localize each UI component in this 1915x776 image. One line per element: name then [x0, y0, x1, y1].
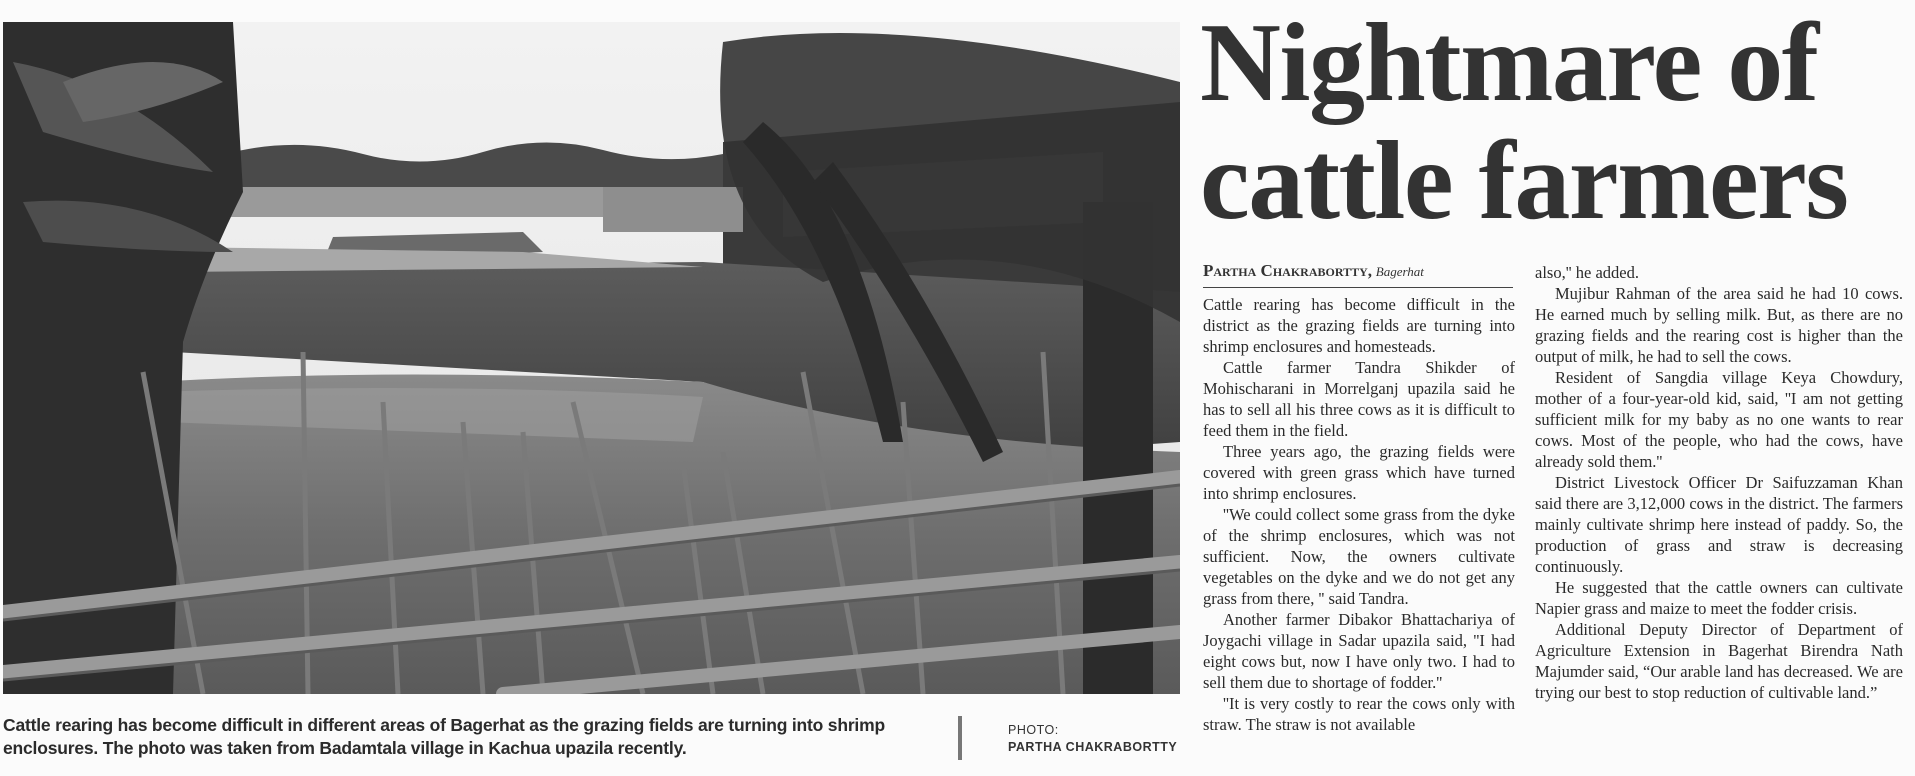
paragraph: Cattle rearing has become difficult in the district as the grazing fields are turning into shrimp enclosures and homesteads.	[1203, 295, 1515, 356]
byline-location: Bagerhat	[1375, 264, 1424, 279]
article-column-1	[1203, 294, 1515, 735]
byline-divider	[1203, 287, 1513, 288]
paragraph: Resident of Sangdia village Keya Chowdury, mother of a four-year-old kid, said, ''I am not getting sufficient milk for my baby as no one wants to rear cows. Most of the people, who had the cows, have already sold them.''	[1535, 368, 1903, 471]
news-photo	[3, 22, 1180, 694]
paragraph: ''We could collect some grass from the dyke of the shrimp enclosures, which was not sufficient. Now, the owners cultivate vegetables on the dyke and we do not get any grass from there, '' said Tandra.	[1203, 505, 1515, 608]
landscape-photo-icon	[3, 22, 1180, 694]
paragraph: also,'' he added.	[1535, 263, 1639, 282]
paragraph: Three years ago, the grazing fields were covered with green grass which have turned into shrimp enclosures.	[1203, 442, 1515, 503]
byline-author: Partha Chakrabortty,	[1203, 261, 1372, 280]
paragraph: Mujibur Rahman of the area said he had 10 cows. He earned much by selling milk. But, as there are no grazing fields and the rearing cost is higher than the output of milk, he had to sell the cows.	[1535, 284, 1903, 366]
photo-credit-name: PARTHA CHAKRABORTTY	[1008, 740, 1178, 754]
paragraph: Cattle farmer Tandra Shikder of Mohischarani in Morrelganj upazila said he has to sell all his three cows as it is difficult to feed them in the field.	[1203, 358, 1515, 440]
headline-line-2: cattle farmers	[1200, 119, 1848, 243]
photo-credit-label: PHOTO:	[1008, 723, 1059, 737]
paragraph: ''It is very costly to rear the cows only with straw. The straw is not available	[1203, 694, 1515, 734]
paragraph: Another farmer Dibakor Bhattachariya of Joygachi village in Sadar upazila said, ''I had eight cows but, now I have only two. I had to sell them due to shortage of fodder.''	[1203, 610, 1515, 692]
photo-credit	[1008, 722, 1177, 756]
photo-caption: Cattle rearing has become difficult in different areas of Bagerhat as the grazing fields are turning into shrimp enclosures. The photo was taken from Badamtala village in Kachua upazila recently.	[3, 715, 885, 758]
article-headline	[1200, 1, 1915, 243]
paragraph: Additional Deputy Director of Department of Agriculture Extension in Bagerhat Birendra Nath Majumder said, “Our arable land has decreased. We are trying our best to stop reduction of cultivable land.”	[1535, 620, 1903, 702]
credit-divider	[958, 716, 962, 760]
article-column-2	[1535, 262, 1903, 703]
headline-line-1: Nightmare of	[1200, 1, 1818, 125]
paragraph: District Livestock Officer Dr Saifuzzaman Khan said there are 3,12,000 cows in the district. The farmers mainly cultivate shrimp here instead of paddy. So, the production of grass and straw is decreasing continuously.	[1535, 473, 1903, 576]
byline	[1203, 261, 1513, 281]
paragraph: He suggested that the cattle owners can cultivate Napier grass and maize to meet the fodder crisis.	[1535, 578, 1903, 618]
